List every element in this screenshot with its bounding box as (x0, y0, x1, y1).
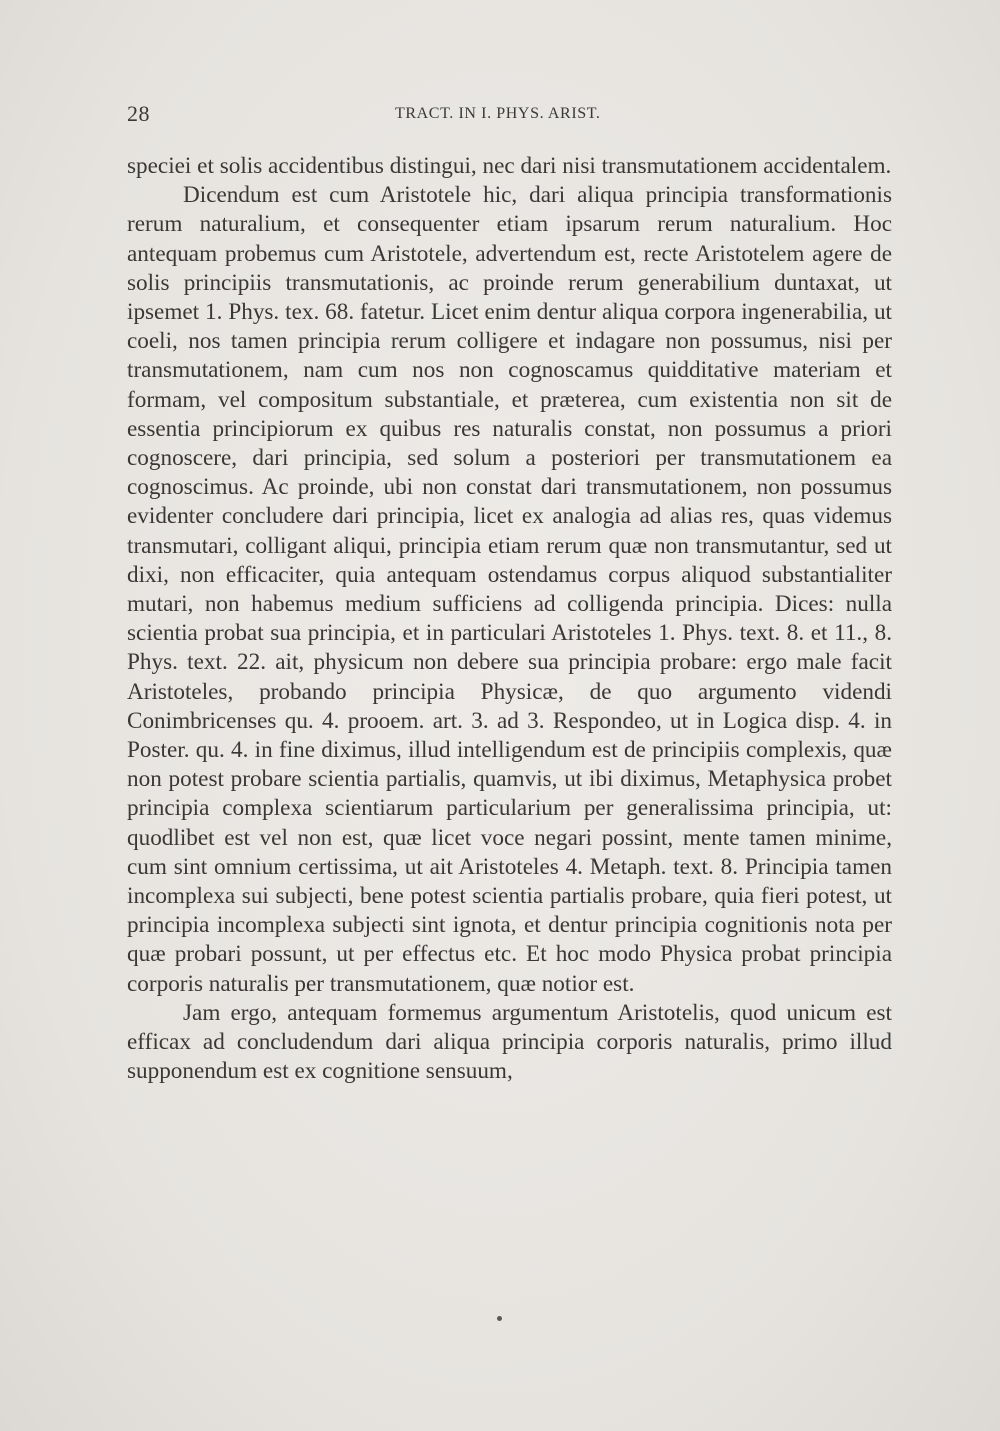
running-title: TRACT. IN I. PHYS. ARIST. (395, 105, 601, 122)
page-header (127, 101, 895, 131)
body-text (127, 152, 892, 1087)
page-number: 28 (127, 101, 150, 126)
paragraph-continuation: speciei et solis accidentibus distingui, nec dari nisi transmutationem accidentalem. (127, 153, 892, 179)
footer-mark (497, 1316, 502, 1321)
paragraph-jam-ergo: Jam ergo, antequam formemus argumentum Aristotelis, quod unicum est efficax ad concludendum dari aliqua principia corporis naturalis, primo illud supponendum est ex cognitione sensuum, (127, 999, 892, 1085)
paragraph-dicendum: Dicendum est cum Aristotele hic, dari aliqua principia transformationis rerum naturalium, et consequenter etiam ipsarum rerum naturalium. Hoc antequam probemus cum Aristotele, advertendum est, recte Aristotelem agere de solis principiis transmutationis, ac proinde rerum generabilium duntaxat, ut ipsemet 1. Phys. tex. 68. fatetur. Licet enim dentur aliqua corpora ingenerabilia, ut coeli, nos tamen principia rerum colligere et indagare non possumus, nisi per transmutationem, nam cum nos non cognoscamus quidditative materiam et formam, vel compositum substantiale, et præterea, cum existentia non sit de essentia principiorum ex quibus res naturalis constat, non possumus a priori cognoscere, dari principia, sed solum a posteriori per transmutationem ea cognoscimus. Ac proinde, ubi non constat dari transmutationem, non possumus evidenter concludere dari principia, licet ex analogia ad alias res, quas videmus transmutari, colligant aliqui, principia etiam rerum quæ non transmutantur, sed ut dixi, non efficaciter, quia antequam ostendamus corpus aliquod substantialiter mutari, non habemus medium sufficiens ad colligenda principia. Dices: nulla scientia probat sua principia, et in particulari Aristoteles 1. Phys. text. 8. et 11., 8. Phys. text. 22. ait, physicum non debere sua principia probare: ergo male facit Aristoteles, probando principia Physicæ, de quo argumento videndi Conimbricenses qu. 4. prooem. art. 3. ad 3. Respondeo, ut in Logica disp. 4. in Poster. qu. 4. in fine diximus, illud intelligendum est de principiis complexis, quæ non potest probare scientia partialis, quamvis, ut ibi diximus, Metaphysica probet principia complexa scientiarum particularium per generalissima principia, ut: quodlibet est vel non est, quæ licet voce negari possint, mente tamen minime, cum sint omnium certissima, ut ait Aristoteles 4. Metaph. text. 8. Principia tamen incomplexa sui subjecti, bene potest scientia partialis probare, quia fieri potest, ut principia incomplexa subjecti sint ignota, et dentur principia cognitionis nota per quæ probari possunt, ut per effectus etc. Et hoc modo Physica probat principia corporis naturalis per transmutationem, quæ notior est. (127, 182, 892, 997)
